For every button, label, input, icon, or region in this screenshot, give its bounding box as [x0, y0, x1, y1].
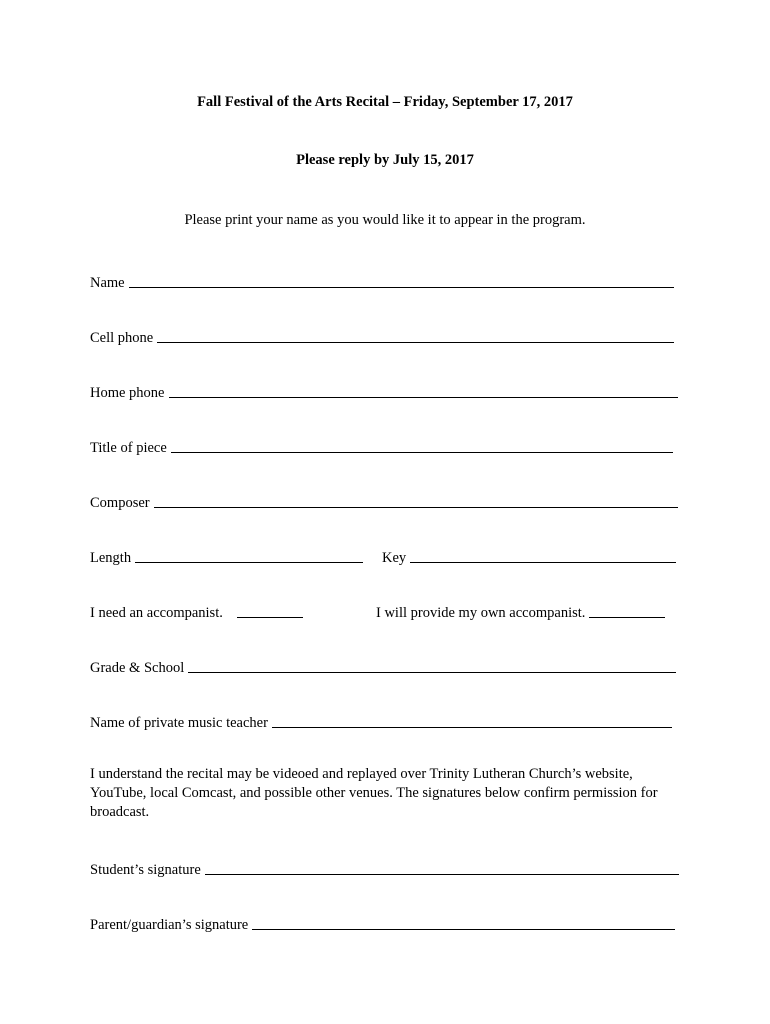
student-signature-label: Student’s signature — [90, 862, 201, 878]
cell-phone-label: Cell phone — [90, 330, 154, 346]
composer-field — [90, 492, 678, 512]
parent-signature-field — [90, 914, 675, 934]
grade-school-field — [90, 657, 676, 677]
grade-school-label: Grade & School — [90, 660, 185, 676]
name-label: Name — [90, 275, 125, 291]
home-phone-blank[interactable] — [169, 396, 679, 398]
broadcast-consent-text: I understand the recital may be videoed and replayed over Trinity Lutheran Church’s website, YouTube, local Comcast, and possible other venues. The signatures below confirm permission for broadcast. — [90, 766, 658, 820]
need-accompanist-field — [90, 602, 308, 622]
parent-signature-blank[interactable] — [252, 928, 675, 930]
title-of-piece-label: Title of piece — [90, 440, 167, 456]
need-accompanist-label: I need an accompanist. — [90, 605, 223, 621]
home-phone-field — [90, 382, 678, 402]
title-of-piece-blank[interactable] — [171, 451, 673, 453]
need-accompanist-blank[interactable] — [237, 616, 303, 618]
length-field — [90, 547, 363, 567]
student-signature-blank[interactable] — [205, 873, 679, 875]
form-title: Fall Festival of the Arts Recital – Friday, September 17, 2017 — [197, 94, 573, 110]
length-label: Length — [90, 550, 132, 566]
student-signature-field — [90, 859, 679, 879]
cell-phone-blank[interactable] — [157, 341, 674, 343]
grade-school-blank[interactable] — [188, 671, 676, 673]
length-blank[interactable] — [135, 561, 363, 563]
key-label: Key — [382, 550, 407, 566]
own-accompanist-field — [376, 602, 674, 622]
composer-label: Composer — [90, 495, 150, 511]
private-teacher-field — [90, 712, 672, 732]
composer-blank[interactable] — [154, 506, 678, 508]
key-field — [382, 547, 676, 567]
home-phone-label: Home phone — [90, 385, 165, 401]
name-blank[interactable] — [129, 286, 674, 288]
parent-signature-label: Parent/guardian’s signature — [90, 917, 249, 933]
print-instruction: Please print your name as you would like it to appear in the program. — [184, 212, 586, 228]
cell-phone-field — [90, 327, 674, 347]
own-accompanist-blank[interactable] — [589, 616, 665, 618]
private-teacher-blank[interactable] — [272, 726, 672, 728]
private-teacher-label: Name of private music teacher — [90, 715, 268, 731]
key-blank[interactable] — [410, 561, 676, 563]
own-accompanist-label: I will provide my own accompanist. — [376, 605, 586, 621]
title-of-piece-field — [90, 437, 673, 457]
name-field — [90, 272, 674, 292]
reply-deadline: Please reply by July 15, 2017 — [296, 152, 474, 168]
